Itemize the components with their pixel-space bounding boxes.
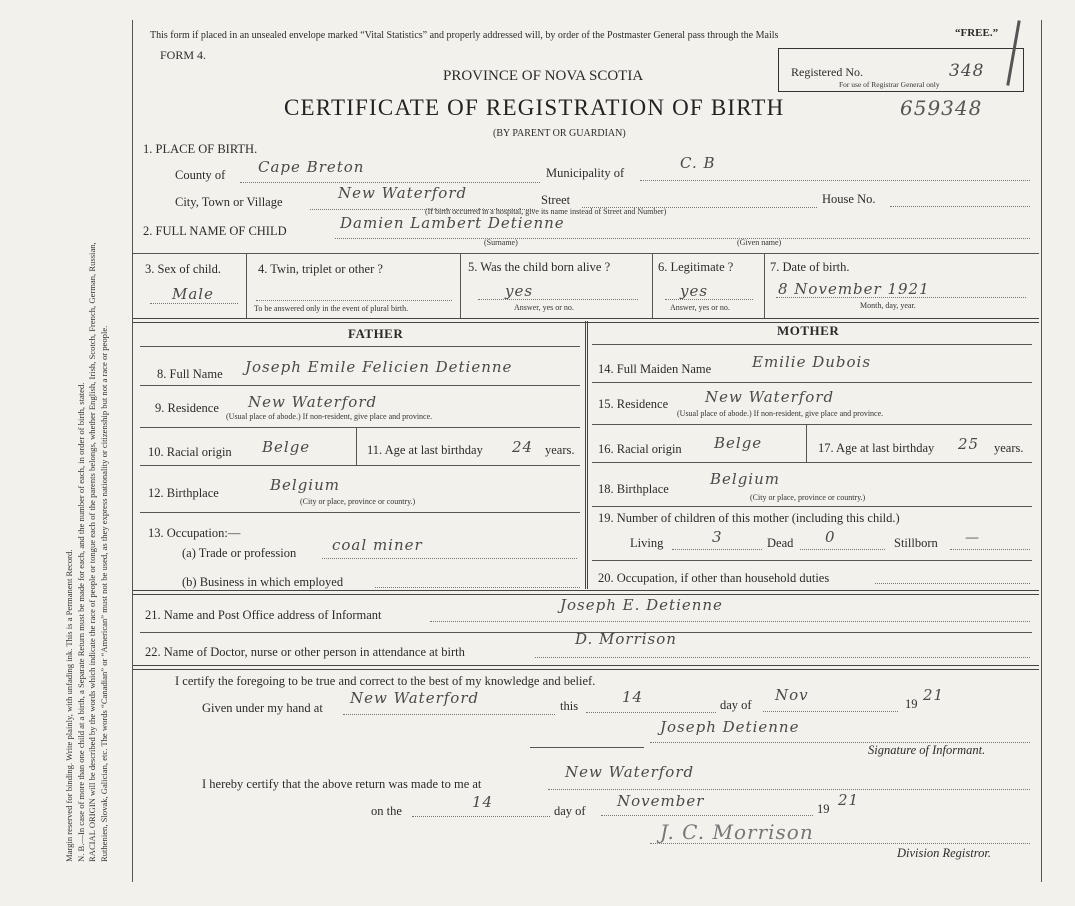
father-residence-note: (Usual place of abode.) If non-resident, give place and province. xyxy=(226,412,433,421)
mother-racial-label: 16. Racial origin xyxy=(598,442,682,456)
father-heading: FATHER xyxy=(348,326,404,341)
sex-label: 3. Sex of child. xyxy=(145,262,222,276)
registrar-place-value: New Waterford xyxy=(565,763,695,781)
mother-birthplace-note: (City or place, province or country.) xyxy=(750,493,866,502)
registered-label: Registered No. xyxy=(791,65,863,79)
mother-residence-label: 15. Residence xyxy=(598,397,669,411)
dead-label: Dead xyxy=(767,536,794,550)
registrar-year-value: 21 xyxy=(838,791,860,809)
municipality-value: C. B xyxy=(680,154,716,172)
living-value: 3 xyxy=(712,528,723,546)
mother-racial-value: Belge xyxy=(714,434,763,452)
given-year-value: 21 xyxy=(923,686,945,704)
mother-name-value: Emilie Dubois xyxy=(752,353,872,371)
father-occupation-label: 13. Occupation:— xyxy=(148,526,241,540)
certificate-title: CERTIFICATE OF REGISTRATION OF BIRTH xyxy=(284,95,785,120)
street-label: Street xyxy=(541,193,571,207)
place-heading: 1. PLACE OF BIRTH. xyxy=(143,142,258,156)
dead-value: 0 xyxy=(825,528,836,546)
father-residence-label: 9. Residence xyxy=(155,401,219,415)
trade-label: (a) Trade or profession xyxy=(182,546,297,560)
father-age-value: 24 xyxy=(512,438,534,456)
county-label: County of xyxy=(175,168,226,182)
trade-value: coal miner xyxy=(332,536,423,554)
alive-note: Answer, yes or no. xyxy=(514,303,574,312)
stillborn-label: Stillborn xyxy=(894,536,938,550)
informant-signature: Joseph Detienne xyxy=(660,718,800,736)
mother-residence-note: (Usual place of abode.) If non-resident, give place and province. xyxy=(677,409,884,418)
birth-date-value: 8 November 1921 xyxy=(778,280,930,298)
top-notice: This form if placed in an unsealed envelope marked “Vital Statistics” and properly addressed will, by order of the Postmaster General pass through the Mails xyxy=(150,30,779,41)
registrar-month-value: November xyxy=(617,792,705,810)
father-name-label: 8. Full Name xyxy=(157,367,223,381)
mother-age-value: 25 xyxy=(958,435,980,453)
surname-note: (Surname) xyxy=(484,238,518,247)
doctor-label: 22. Name of Doctor, nurse or other person in attendance at birth xyxy=(145,645,465,659)
mother-heading: MOTHER xyxy=(777,323,840,338)
registrar-signature: J. C. Morrison xyxy=(660,820,814,844)
informant-label: 21. Name and Post Office address of Informant xyxy=(145,608,382,622)
alive-value: yes xyxy=(505,282,534,300)
municipality-label: Municipality of xyxy=(546,166,625,180)
mother-birthplace-value: Belgium xyxy=(710,470,780,488)
mother-name-label: 14. Full Maiden Name xyxy=(598,362,712,376)
birth-date-label: 7. Date of birth. xyxy=(770,260,850,274)
registered-value: 348 xyxy=(949,61,985,81)
house-label: House No. xyxy=(822,192,876,206)
sex-value: Male xyxy=(172,285,214,303)
given-place-value: New Waterford xyxy=(350,689,480,707)
province-title: PROVINCE OF NOVA SCOTIA xyxy=(443,68,644,84)
margin-line-2: N. B.—In case of more than one child at a birth, a Separate Return must be made for each, and the number of each, in order of birth, stated. xyxy=(75,382,86,862)
father-name-value: Joseph Emile Felicien Detienne xyxy=(245,358,513,376)
informant-signature-label: Signature of Informant. xyxy=(868,743,986,757)
child-name-label: 2. FULL NAME OF CHILD xyxy=(143,224,287,238)
registered-note: For use of Registrar General only xyxy=(839,80,940,89)
father-birthplace-label: 12. Birthplace xyxy=(148,486,219,500)
father-racial-value: Belge xyxy=(262,438,311,456)
given-day-of-label: day of xyxy=(720,698,752,712)
given-name-note: (Given name) xyxy=(737,238,782,247)
twin-label: 4. Twin, triplet or other ? xyxy=(258,262,383,276)
given-day-value: 14 xyxy=(622,688,644,706)
child-name-value: Damien Lambert Detienne xyxy=(340,214,565,232)
margin-line-4: Ruthenien, Slovak, Galician, etc. The words “Canadian” or “American” must not be used, as they express nationality or citizenship but not a race or people. xyxy=(98,325,109,862)
on-the-label: on the xyxy=(371,804,402,818)
registrar-day-of-label: day of xyxy=(554,804,586,818)
doctor-value: D. Morrison xyxy=(575,630,677,648)
certificate-subtitle: (BY PARENT OR GUARDIAN) xyxy=(493,128,626,139)
mother-years: years. xyxy=(994,441,1024,455)
mother-residence-value: New Waterford xyxy=(705,388,835,406)
given-label: Given under my hand at xyxy=(202,701,323,715)
margin-line-3: RACIAL ORIGIN will be described by the words which indicate the race of people or tongue each of the parents belongs, whether English, Irish, Scotch, French, German, Russian, xyxy=(87,242,97,862)
handwritten-number: 659348 xyxy=(900,96,983,120)
legitimate-value: yes xyxy=(680,282,709,300)
hospital-note: (If birth occurred in a hospital, give its name instead of Street and Number) xyxy=(425,207,667,216)
informant-value: Joseph E. Detienne xyxy=(560,596,723,614)
mother-birthplace-label: 18. Birthplace xyxy=(598,482,669,496)
free-label: “FREE.” xyxy=(955,27,999,39)
registered-box xyxy=(778,48,1024,92)
form-number: FORM 4. xyxy=(160,48,207,62)
registrar-label: Division Registror. xyxy=(897,846,991,860)
legitimate-note: Answer, yes or no. xyxy=(670,303,730,312)
living-label: Living xyxy=(630,536,664,550)
given-month-value: Nov xyxy=(775,686,809,704)
stillborn-value: — xyxy=(965,530,980,546)
certify-statement: I certify the foregoing to be true and correct to the best of my knowledge and belief. xyxy=(175,674,596,688)
mother-age-label: 17. Age at last birthday xyxy=(818,441,935,455)
twin-note: To be answered only in the event of plural birth. xyxy=(254,304,409,313)
registrar-day-value: 14 xyxy=(472,793,494,811)
this-label: this xyxy=(560,699,579,713)
margin-line-1: Margin reserved for binding. Write plainly, with unfading ink. This is a Permanent Record. xyxy=(64,549,74,862)
business-label: (b) Business in which employed xyxy=(182,575,344,589)
father-years: years. xyxy=(545,443,575,457)
father-racial-label: 10. Racial origin xyxy=(148,445,232,459)
city-label: City, Town or Village xyxy=(175,195,283,209)
birth-date-note: Month, day, year. xyxy=(860,301,916,310)
county-value: Cape Breton xyxy=(258,158,365,176)
mother-occupation-label: 20. Occupation, if other than household duties xyxy=(598,571,830,585)
father-birthplace-note: (City or place, province or country.) xyxy=(300,497,416,506)
registrar-statement: I hereby certify that the above return was made to me at xyxy=(202,777,482,791)
father-residence-value: New Waterford xyxy=(248,393,378,411)
father-birthplace-value: Belgium xyxy=(270,476,340,494)
registrar-year-prefix: 19 xyxy=(817,802,830,816)
children-count-label: 19. Number of children of this mother (including this child.) xyxy=(598,511,900,525)
father-age-label: 11. Age at last birthday xyxy=(367,443,483,457)
given-year-prefix: 19 xyxy=(905,697,918,711)
alive-label: 5. Was the child born alive ? xyxy=(468,260,611,274)
city-value: New Waterford xyxy=(338,184,468,202)
legitimate-label: 6. Legitimate ? xyxy=(658,260,734,274)
